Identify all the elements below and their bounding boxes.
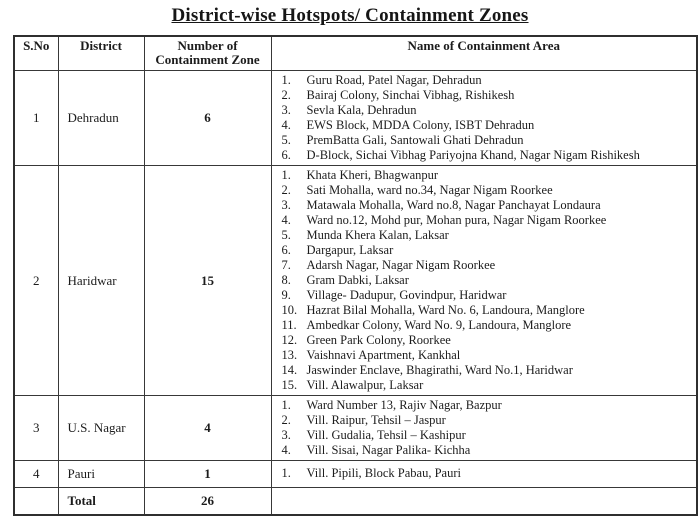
area-item-text: Khata Kheri, Bhagwanpur — [306, 168, 439, 182]
containment-area-item — [282, 428, 693, 443]
area-item-text: Adarsh Nagar, Nagar Nigam Roorkee — [306, 258, 496, 272]
containment-area-item — [282, 148, 693, 163]
area-item-text: Gram Dabki, Laksar — [306, 273, 409, 287]
area-item-number: 5. — [281, 133, 291, 147]
zone-count-cell: 15 — [144, 166, 271, 396]
area-item-number: 13. — [281, 348, 298, 362]
table-body — [14, 71, 697, 488]
area-item-text: Guru Road, Patel Nagar, Dehradun — [306, 73, 482, 87]
area-item-number: 1. — [281, 168, 291, 182]
area-item-text: Munda Khera Kalan, Laksar — [306, 228, 449, 242]
area-item-text: Vill. Sisai, Nagar Palika- Kichha — [306, 443, 471, 457]
header-zones: Number of Containment Zone — [144, 36, 271, 71]
area-item-number: 2. — [281, 88, 291, 102]
containment-area-item — [282, 133, 693, 148]
area-item-number: 3. — [281, 198, 291, 212]
area-item-text: Matawala Mohalla, Ward no.8, Nagar Panchayat Londaura — [306, 198, 601, 212]
area-item-text: Sevla Kala, Dehradun — [306, 103, 417, 117]
area-item-number: 6. — [281, 148, 291, 162]
area-item-number: 4. — [281, 118, 291, 132]
area-item-text: Green Park Colony, Roorkee — [306, 333, 451, 347]
containment-area-item — [282, 398, 693, 413]
area-item-number: 2. — [281, 183, 291, 197]
area-item-text: Vaishnavi Apartment, Kankhal — [306, 348, 461, 362]
zone-count-cell: 1 — [144, 461, 271, 488]
area-item-number: 12. — [281, 333, 298, 347]
area-item-number: 1. — [281, 73, 291, 87]
area-item-number: 6. — [281, 243, 291, 257]
containment-area-item — [282, 273, 693, 288]
containment-areas-cell — [271, 396, 697, 461]
area-item-number: 1. — [281, 398, 291, 412]
containment-area-item — [282, 88, 693, 103]
area-item-number: 4. — [281, 213, 291, 227]
containment-area-item — [282, 258, 693, 273]
area-item-text: Vill. Raipur, Tehsil – Jaspur — [306, 413, 446, 427]
area-item-number: 11. — [281, 318, 297, 332]
total-empty-sno-cell — [14, 488, 58, 516]
containment-area-item — [282, 348, 693, 363]
containment-area-item — [282, 73, 693, 88]
zone-count-cell: 6 — [144, 71, 271, 166]
header-area: Name of Containment Area — [271, 36, 697, 71]
district-name-cell: Haridwar — [58, 166, 144, 396]
area-item-number: 8. — [281, 273, 291, 287]
serial-number-cell: 2 — [14, 166, 58, 396]
area-item-text: PremBatta Gali, Santowali Ghati Dehradun — [306, 133, 524, 147]
district-row — [14, 461, 697, 488]
containment-area-item — [282, 318, 693, 333]
area-item-text: Bairaj Colony, Sinchai Vibhag, Rishikesh — [306, 88, 515, 102]
page-title: District-wise Hotspots/ Containment Zones — [171, 5, 529, 26]
header-row — [14, 36, 697, 71]
total-empty-area-cell — [271, 488, 697, 516]
area-item-text: Ambedkar Colony, Ward No. 9, Landoura, Manglore — [306, 318, 572, 332]
area-item-number: 3. — [281, 103, 291, 117]
containment-area-item — [282, 183, 693, 198]
district-name-cell: Dehradun — [58, 71, 144, 166]
area-item-text: Ward no.12, Mohd pur, Mohan pura, Nagar Nigam Roorkee — [306, 213, 607, 227]
area-item-text: Ward Number 13, Rajiv Nagar, Bazpur — [306, 398, 502, 412]
containment-area-item — [282, 198, 693, 213]
area-item-number: 5. — [281, 228, 291, 242]
area-item-number: 1. — [281, 466, 291, 480]
total-row — [14, 488, 697, 516]
area-item-text: Village- Dadupur, Govindpur, Haridwar — [306, 288, 507, 302]
area-item-number: 3. — [281, 428, 291, 442]
district-name-cell: Pauri — [58, 461, 144, 488]
area-item-number: 2. — [281, 413, 291, 427]
header-district: District — [58, 36, 144, 71]
zone-count-cell: 4 — [144, 396, 271, 461]
containment-area-item — [282, 363, 693, 378]
area-item-number: 15. — [281, 378, 298, 392]
serial-number-cell: 4 — [14, 461, 58, 488]
district-row — [14, 396, 697, 461]
containment-area-item — [282, 288, 693, 303]
district-row — [14, 166, 697, 396]
containment-area-item — [282, 443, 693, 458]
district-name-cell: U.S. Nagar — [58, 396, 144, 461]
serial-number-cell: 3 — [14, 396, 58, 461]
containment-areas-cell — [271, 71, 697, 166]
area-item-number: 14. — [281, 363, 298, 377]
serial-number-cell: 1 — [14, 71, 58, 166]
area-item-number: 7. — [281, 258, 291, 272]
area-item-number: 9. — [281, 288, 291, 302]
containment-area-item — [282, 168, 693, 183]
document-page — [0, 5, 700, 511]
area-item-text: Sati Mohalla, ward no.34, Nagar Nigam Roorkee — [306, 183, 553, 197]
area-item-text: EWS Block, MDDA Colony, ISBT Dehradun — [306, 118, 535, 132]
containment-area-item — [282, 103, 693, 118]
header-sno: S.No — [14, 36, 58, 71]
area-item-text: Dargapur, Laksar — [306, 243, 394, 257]
containment-area-item — [282, 303, 693, 318]
containment-area-item — [282, 413, 693, 428]
containment-area-item — [282, 378, 693, 393]
district-row — [14, 71, 697, 166]
area-item-text: Hazrat Bilal Mohalla, Ward No. 6, Landoura, Manglore — [306, 303, 585, 317]
total-label: Total — [58, 488, 144, 516]
containment-area-item — [282, 333, 693, 348]
area-item-text: Jaswinder Enclave, Bhagirathi, Ward No.1, Haridwar — [306, 363, 573, 377]
containment-zones-table — [13, 35, 698, 516]
area-item-text: D-Block, Sichai Vibhag Pariyojna Khand, Nagar Nigam Rishikesh — [306, 148, 640, 162]
containment-area-item — [282, 466, 693, 481]
area-item-text: Vill. Alawalpur, Laksar — [306, 378, 424, 392]
containment-area-item — [282, 213, 693, 228]
containment-area-item — [282, 118, 693, 133]
area-item-text: Vill. Gudalia, Tehsil – Kashipur — [306, 428, 466, 442]
area-item-number: 10. — [281, 303, 298, 317]
area-item-text: Vill. Pipili, Block Pabau, Pauri — [306, 466, 461, 480]
total-value: 26 — [144, 488, 271, 516]
area-item-number: 4. — [281, 443, 291, 457]
containment-area-item — [282, 243, 693, 258]
containment-areas-cell — [271, 166, 697, 396]
containment-areas-cell — [271, 461, 697, 488]
containment-area-item — [282, 228, 693, 243]
